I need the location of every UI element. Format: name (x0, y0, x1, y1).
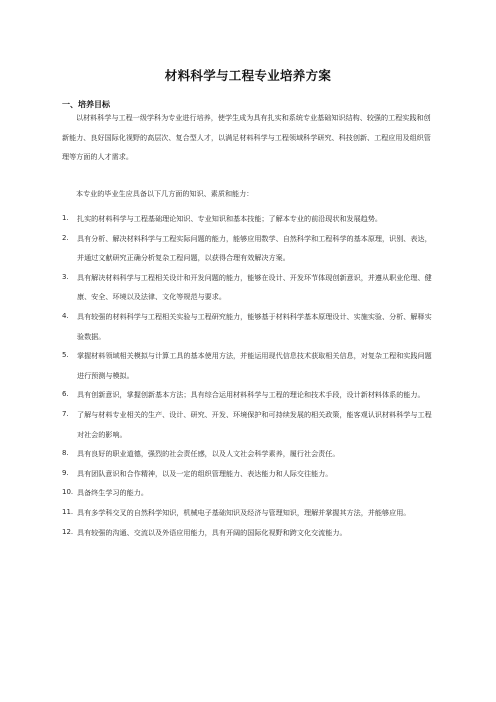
requirement-item (62, 307, 434, 346)
requirement-number: 1. (62, 214, 69, 222)
document-title: 材料科学与工程专业培养方案 (164, 68, 332, 83)
requirement-number: 2. (62, 233, 69, 242)
requirement-item (62, 523, 434, 543)
requirement-item (62, 346, 434, 385)
requirement-item (62, 464, 434, 484)
requirement-item (62, 268, 434, 307)
requirement-item (62, 444, 434, 464)
requirement-item (62, 209, 434, 229)
requirement-number: 8. (62, 449, 69, 458)
requirement-number: 11. (62, 507, 74, 516)
intro-paragraph: 以材料科学与工程一级学科为专业进行培养，使学生成为具有扎实和系统专业基础知识结构、较强的工程实践和创新能力、良好国际化视野的高层次、复合型人才，以满足材料科学与工程领域科学研究、科技创新、工程应用及组织管理等方面的人才需求。 (62, 113, 431, 162)
requirement-text: 了解与材料专业相关的生产、设计、研究、开发、环境保护和可持续发展的相关政策，能客观认识材料科学与工程对社会的影响。 (77, 409, 432, 439)
section-heading: 一、培养目标 (62, 100, 110, 109)
requirement-number: 3. (62, 272, 69, 281)
requirement-item (62, 503, 434, 523)
requirement-text: 掌握材料领域相关模拟与计算工具的基本使用方法，并能运用现代信息技术获取相关信息，对复杂工程和实践问题进行预测与模拟。 (77, 351, 432, 380)
requirement-number: 7. (62, 409, 69, 418)
requirement-text: 具有较强的材料科学与工程相关实验与工程研究能力，能够基于材料科学基本原理设计、实施实验、分析、解释实验数据。 (77, 311, 432, 341)
requirement-text: 具有良好的职业道德，强烈的社会责任感，以及人文社会科学素养，履行社会责任。 (77, 449, 340, 459)
requirement-text: 扎实的材料科学与工程基础理论知识、专业知识和基本技能；了解本专业的前沿现状和发展趋势。 (77, 214, 383, 223)
requirement-text: 具备终生学习的能力。 (77, 488, 148, 498)
requirement-text: 具有分析、解决材料科学与工程实际问题的能力，能够应用数学、自然科学和工程科学的基本原理，识别、表达，并通过文献研究正确分析复杂工程问题，以获得合理有效解决方案。 (77, 233, 432, 263)
requirement-text: 具有团队意识和合作精神，以及一定的组织管理能力、表达能力和人际交往能力。 (77, 468, 333, 478)
requirement-number: 4. (62, 311, 69, 320)
requirement-item (62, 483, 434, 503)
requirement-number: 10. (62, 488, 74, 497)
requirement-item (62, 229, 434, 268)
requirement-number: 9. (62, 468, 69, 477)
requirement-item (62, 385, 434, 405)
requirement-number: 12. (62, 527, 74, 536)
requirement-text: 具有较强的沟通、交流以及外语应用能力，具有开阔的国际化视野和跨文化交流能力。 (77, 527, 347, 537)
requirement-item (62, 405, 434, 444)
requirements-intro: 本专业的毕业生应具备以下几方面的知识、素质和能力： (76, 189, 254, 198)
requirement-number: 5. (62, 351, 69, 360)
requirement-number: 6. (62, 390, 69, 399)
requirement-text: 具有解决材料科学与工程相关设计和开发问题的能力，能够在设计、开发环节体现创新意识，并遵从职业伦理、健康、安全、环境以及法律、文化等规范与要求。 (77, 272, 432, 302)
requirements-list (62, 209, 434, 542)
requirement-text: 具有多学科交叉的自然科学知识，机械电子基础知识及经济与管理知识，理解并掌握其方法，并能够应用。 (77, 507, 411, 517)
requirement-text: 具有创新意识，掌握创新基本方法；具有综合运用材料科学与工程的理论和技术手段，设计新材料体系的能力。 (77, 390, 425, 400)
